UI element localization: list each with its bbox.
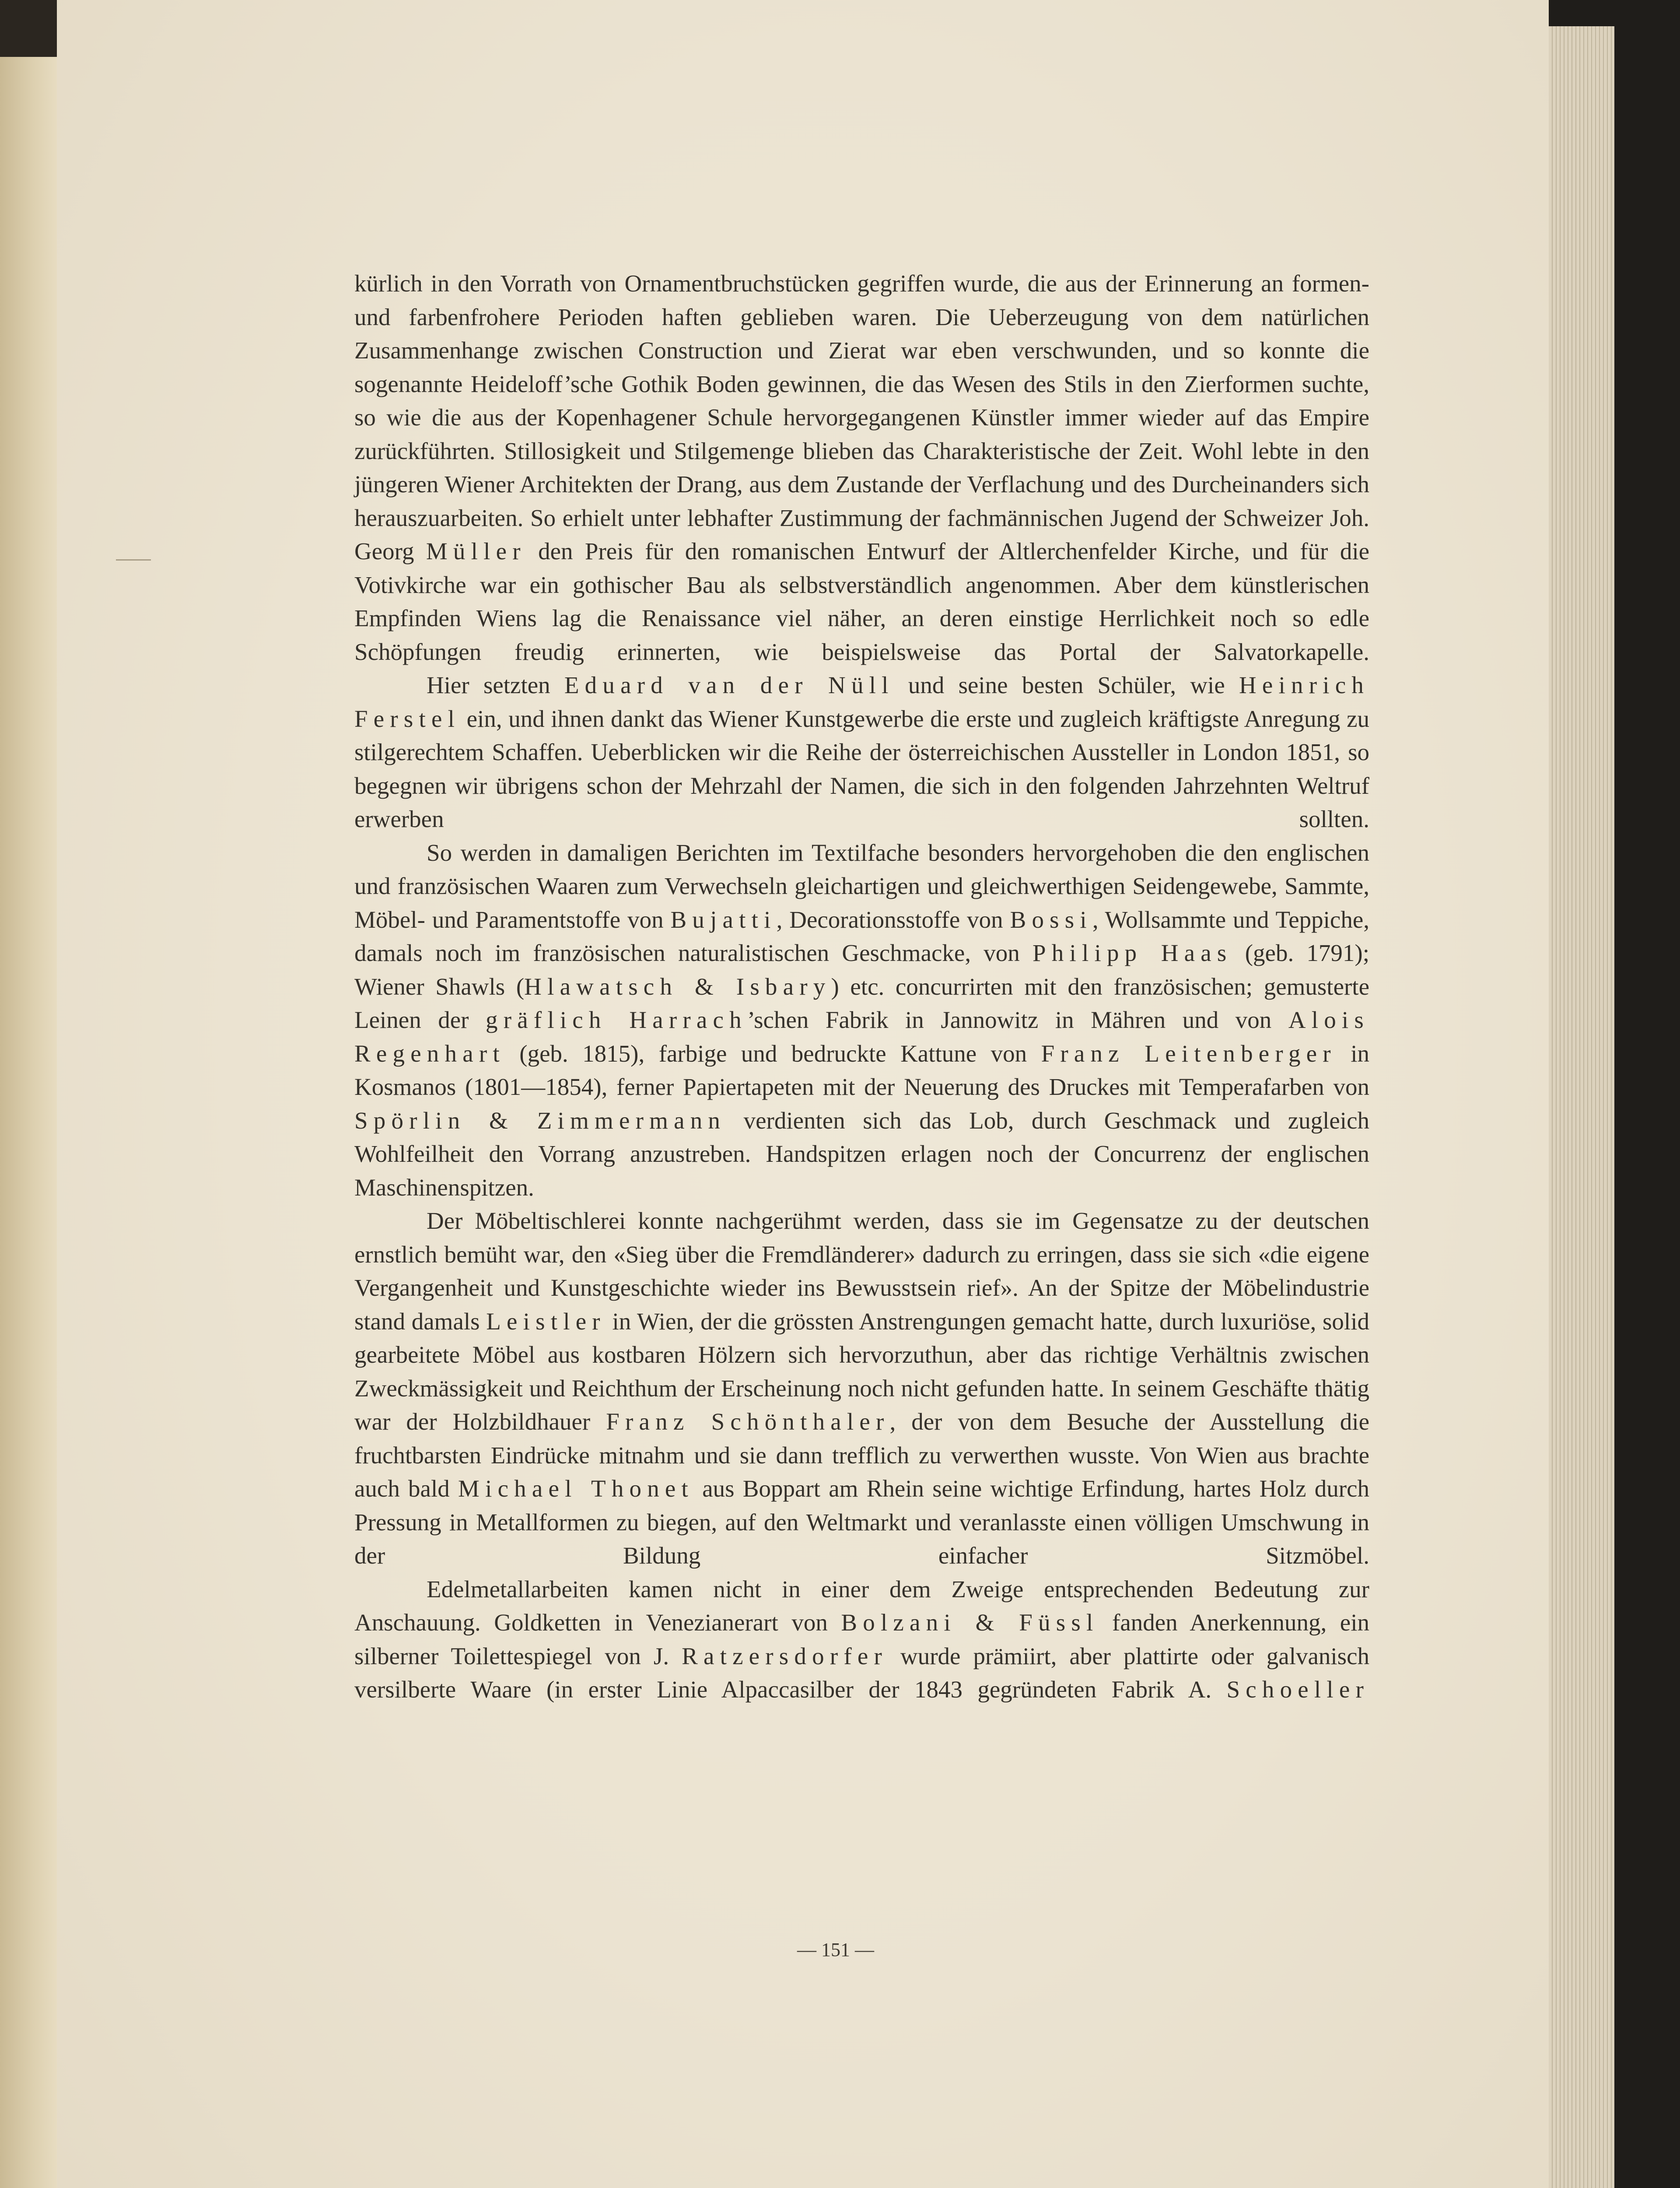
text-run: Edelmetallarbeiten kamen nicht in einer dem Zweige entsprechenden Bedeutung zur Anschauung. Goldketten in Venezianerart von [354,1575,1369,1636]
spaced-name: Michael Thonet [458,1475,694,1502]
paragraph [354,669,1369,836]
text-run: kürlich in den Vorrath von Ornamentbruchstücken gegriffen wurde, die aus der Erinnerung an formen- und farbenfrohere Perioden haften geblieben waren. Die Ueberzeugung von dem natürlichen Zusammenhange zwischen Construction und Zierat war eben verschwunden, und so konnte die sogenannte Heideloff’sche Gothik Boden gewinnen, die das Wesen des Stils in den Zierformen suchte, so wie die aus der Kopenhagener Schule hervorgegangenen Künstler immer wieder auf das Empire zurückführten. Stillosigkeit und Stilgemenge blieben das Charakteristische der Zeit. Wohl lebte in den jüngeren Wiener Architekten der Drang, aus dem Zustande der Verflachung und des Durcheinanders sich herauszuarbeiten. So erhielt unter lebhafter Zustimmung der fachmännischen Jugend der Schweizer Joh. Georg [354,270,1369,565]
body-text [354,267,1369,1707]
spaced-name: Philipp Haas [1032,940,1232,966]
spaced-name: gräflich Harrach [486,1006,747,1033]
text-run: So werden in damaligen Berichten im Textilfache besonders hervorgehoben die den englischen und französischen Waaren zum Verwechseln gleichartigen und gleichwerthigen Seidengewebe, Sammte, Möbel- und Paramentstoffe von [354,839,1369,933]
paragraph [354,267,1369,669]
text-run: den Preis für den romanischen Entwurf der Altlerchenfelder Kirche, und für die Votivkirche war ein gothischer Bau als selbstverständlich angenommen. Aber dem künstlerischen Empfinden Wiens lag die Renaissance viel näher, an deren einstige Herrlichkeit noch so edle Schöpfungen freudig erinnerten, wie beispielsweise das Portal der Salvatorkapelle. [354,538,1370,665]
book-gutter [0,0,58,2188]
spaced-name: Bolzani & Füssl [841,1609,1099,1636]
spaced-name: Hlawatsch & Isbary [524,973,831,1000]
spaced-name: Leistler [486,1308,606,1335]
gutter-shadow [0,0,57,57]
text-run: ein, und ihnen dankt das Wiener Kunstgewerbe die erste und zugleich kräftigste Anregung zu stilgerechtem Schaffen. Ueberblicken wir die Reihe der österreichischen Aussteller in London 1851, so begegnen wir übrigens schon der Mehrzahl der Namen, die sich in den folgenden Jahrzehnten Weltruf erwerben sollten. [354,705,1369,832]
page-number: — 151 — [797,1939,874,1960]
spaced-name: Franz Leitenberger [1041,1040,1337,1067]
spaced-name: Bujatti [670,906,777,933]
text-run: , Wollsammte und Teppiche, damals noch im französischen naturalistischen Geschmacke, von [354,906,1369,966]
text-run: verdienten sich das Lob, durch Geschmack und zugleich Wohlfeilheit den Vorrang anzustreben. Handspitzen erlagen noch der Concurrenz der englischen Maschinenspitzen. [354,1107,1369,1201]
text-run: Hier setzten [427,672,564,698]
text-run: , der von dem Besuche der Ausstellung die fruchtbarsten Eindrücke mitnahm und sie dann trefflich zu verwerthen wusste. Von Wien aus brachte auch bald [354,1408,1370,1502]
text-run: (geb. 1791); Wiener Shawls ( [354,940,1370,1000]
spaced-name: Franz Schönthaler [606,1408,890,1435]
text-run: ’schen Fabrik in Jannowitz in Mähren und von [747,1006,1288,1033]
spaced-name: Schoeller [1226,1676,1369,1703]
text-run: , Decorationsstoffe von [776,906,1010,933]
spaced-name: Spörlin & Zimmermann [354,1107,726,1134]
paragraph [354,1573,1369,1707]
text-run: (geb. 1815), farbige und bedruckte Kattune von [505,1040,1041,1067]
text-run: ) etc. concurrirten mit den französischen; gemusterte Leinen der [354,973,1369,1033]
spaced-name: Ratzersdorfer [682,1642,888,1669]
spaced-name: Eduard van der Nüll [564,672,894,698]
book-page [57,0,1614,2188]
text-run: Der Möbeltischlerei konnte nachgerühmt werden, dass sie im Gegensatze zu der deutschen ernstlich bemüht war, den «Sieg über die Fremdländerer» dadurch zu erringen, dass sie sich «die eigene Vergangenheit und Kunstgeschichte wieder ins Bewusstsein rief». An der Spitze der Möbelindustrie stand damals [354,1207,1369,1335]
text-run: und seine besten Schüler, wie [894,672,1239,698]
spaced-name: Müller [426,538,526,565]
paragraph [354,1204,1369,1573]
spaced-name: Alois Regenhart [354,1006,1369,1067]
text-run: aus Boppart am Rhein seine wichtige Erfindung, hartes Holz durch Pressung in Metallformen zu biegen, auf den Weltmarkt und veranlasste einen völligen Umschwung in der Bildung einfacher Sitzmöbel. [354,1475,1370,1569]
edge-shadow [1549,0,1614,26]
spaced-name: Heinrich Ferstel [354,672,1370,732]
text-run: wurde prämiirt, aber plattirte oder galvanisch versilberte Waare (in erster Linie Alpaccasilber der 1843 gegründeten Fabrik A. [354,1642,1369,1703]
page-edges [1549,0,1614,2188]
margin-mark [116,559,151,561]
paragraph [354,836,1369,1205]
text-run: in Wien, der die grössten Anstrengungen gemacht hatte, durch luxuriöse, solid gearbeitete Möbel aus kostbaren Hölzern sich hervorzuthun, aber das richtige Verhältnis zwischen Zweckmässigkeit und Reichthum der Erscheinung noch nicht gefunden hatte. In seinem Geschäfte thätig war der Holzbildhauer [354,1308,1369,1435]
text-run: fanden Anerkennung, ein silberner Toilettespiegel von J. [354,1609,1369,1669]
spaced-name: Bossi [1010,906,1092,933]
text-run: in Kosmanos (1801—1854), ferner Papiertapeten mit der Neuerung des Druckes mit Temperafarben von [354,1040,1370,1100]
